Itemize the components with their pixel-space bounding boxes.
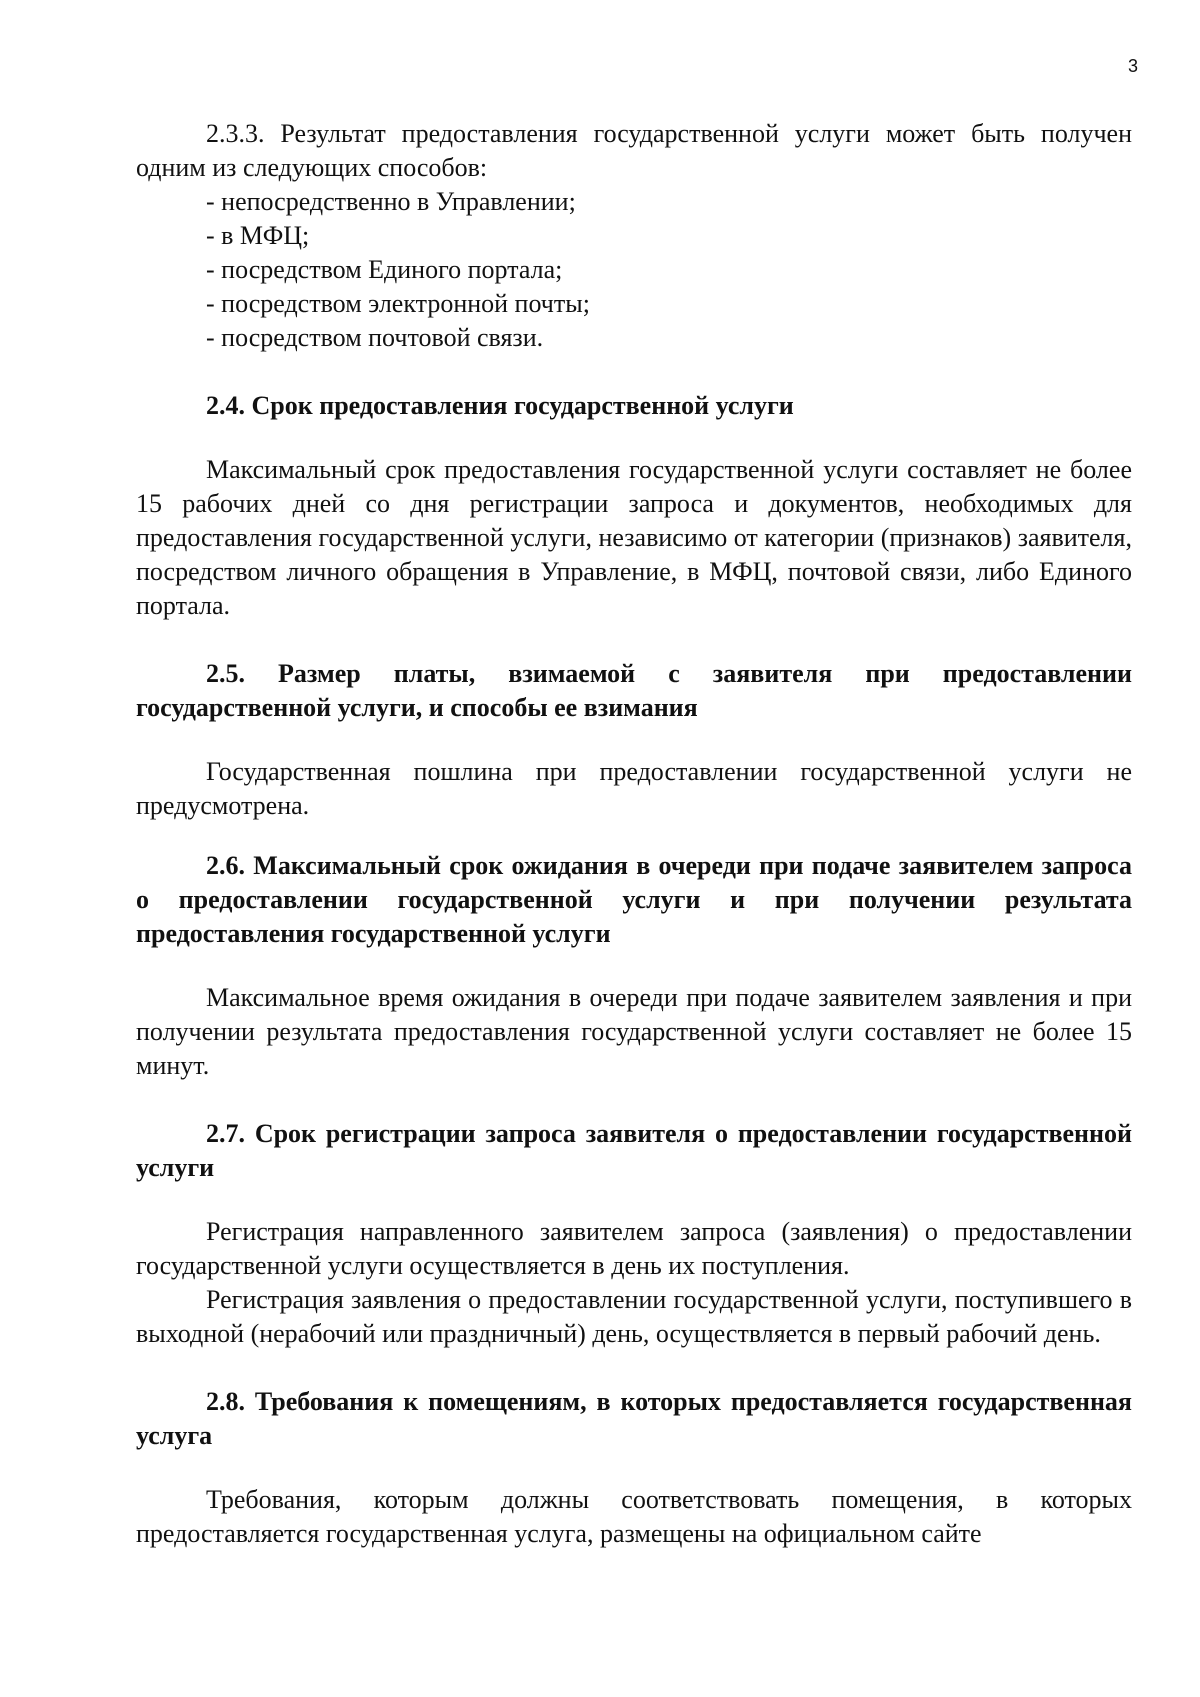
section-2-6-text: Максимальное время ожидания в очереди при подаче заявителем заявления и при получении результата предоставления государственной услуги составляет не более 15 минут. <box>136 983 1132 1080</box>
document-body <box>136 117 1132 1551</box>
page-number: 3 <box>1128 56 1139 76</box>
section-2-5-text: Государственная пошлина при предоставлении государственной услуги не предусмотрена. <box>136 757 1132 820</box>
list-item: - посредством Единого портала; <box>206 255 563 284</box>
section-2-6-heading: 2.6. Максимальный срок ожидания в очереди при подаче заявителем запроса о предоставлении государственной услуги и при получении результата предоставления государственной услуги <box>136 851 1132 948</box>
section-2-5-heading: 2.5. Размер платы, взимаемой с заявителя при предоставлении государственной услуги, и способы ее взимания <box>136 659 1132 722</box>
section-2-4-text: Максимальный срок предоставления государственной услуги составляет не более 15 рабочих дней со дня регистрации запроса и документов, необходимых для предоставления государственной услуги, независимо от категории (признаков) заявителя, посредством личного обращения в Управление, в МФЦ, почтовой связи, либо Единого портала. <box>136 455 1132 620</box>
list-item: - посредством почтовой связи. <box>206 323 544 352</box>
list-item: - посредством электронной почты; <box>206 289 590 318</box>
section-2-7-text-1: Регистрация направленного заявителем запроса (заявления) о предоставлении государственной услуги осуществляется в день их поступления. <box>136 1217 1132 1280</box>
section-2-4-heading: 2.4. Срок предоставления государственной услуги <box>206 391 794 420</box>
section-2-8-text: Требования, которым должны соответствовать помещения, в которых предоставляется государственная услуга, размещены на официальном сайте <box>136 1485 1132 1548</box>
section-2-7-text-2: Регистрация заявления о предоставлении государственной услуги, поступившего в выходной (нерабочий или праздничный) день, осуществляется в первый рабочий день. <box>136 1285 1132 1348</box>
list-item: - непосредственно в Управлении; <box>206 187 576 216</box>
section-2-8-heading: 2.8. Требования к помещениям, в которых предоставляется государственная услуга <box>136 1387 1132 1450</box>
list-item: - в МФЦ; <box>206 221 310 250</box>
section-2-3-3-intro: 2.3.3. Результат предоставления государственной услуги может быть получен одним из следующих способов: <box>136 119 1132 182</box>
section-2-7-heading: 2.7. Срок регистрации запроса заявителя о предоставлении государственной услуги <box>136 1119 1132 1182</box>
